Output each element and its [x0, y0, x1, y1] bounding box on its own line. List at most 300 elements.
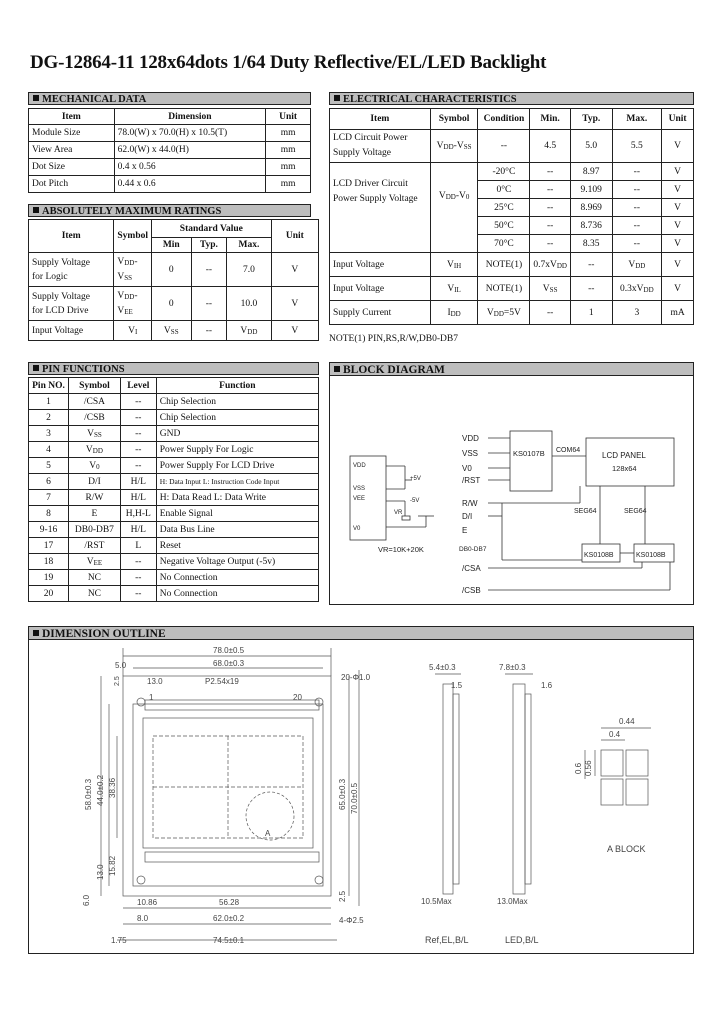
dim-label: 4-Φ2.5	[339, 916, 364, 925]
elec-cond: 0°C	[478, 181, 530, 199]
bullet-square-icon	[33, 365, 39, 371]
elec-item-line1: LCD Driver Circuit	[333, 179, 408, 189]
electrical-note: NOTE(1) PIN,RS,R/W,DB0-DB7	[329, 334, 458, 344]
elec-unit: mA	[662, 301, 694, 325]
elec-unit: V	[662, 277, 694, 301]
elec-cond-sub: DD	[493, 309, 504, 318]
elec-header-typ: Typ.	[570, 109, 612, 130]
chip-ks0108b-label-1: KS0108B	[584, 552, 614, 559]
side-view-1	[443, 684, 453, 894]
pin-function: Power Supply For LCD Drive	[156, 458, 318, 474]
vr-label: VR	[394, 510, 403, 516]
mech-header-unit: Unit	[266, 109, 311, 125]
pin-no: 1	[29, 394, 69, 410]
elec-max-sub: DD	[643, 285, 654, 294]
plus5v-label: +5V	[410, 476, 421, 482]
abs-item-line2: for LCD Drive	[32, 305, 89, 316]
pin-level: --	[120, 394, 156, 410]
mech-cell: mm	[266, 125, 311, 142]
dim-label: 1.6	[541, 681, 553, 690]
abs-unit: V	[271, 287, 318, 321]
abs-header-symbol: Symbol	[114, 220, 152, 253]
pin-symbol	[68, 474, 120, 490]
abs-min: V	[163, 325, 171, 336]
chip-ks0107b-label: KS0107B	[513, 449, 545, 458]
pin-level: --	[120, 586, 156, 602]
elec-max: 0.3xV	[620, 283, 644, 294]
pin-function: H: Data Read L: Data Write	[156, 490, 318, 506]
dim-label: 10.5Max	[421, 897, 452, 906]
dim-label: 0.44	[619, 717, 635, 726]
abs-symbol-sub: I	[134, 327, 138, 336]
pin-no: 20	[29, 586, 69, 602]
elec-min: V	[542, 283, 550, 294]
mech-cell: View Area	[29, 142, 115, 159]
lcd-panel-box	[586, 438, 674, 486]
elec-symbol: V	[446, 259, 454, 270]
dim-label: 2.5	[114, 676, 121, 686]
pin-row	[29, 490, 319, 506]
seg64-label-2: SEG64	[624, 508, 647, 515]
pin-function: Negative Voltage Output (-5v)	[156, 554, 318, 570]
pin-no: 17	[29, 538, 69, 554]
pin-no: 9-16	[29, 522, 69, 538]
elec-max: 3	[612, 301, 662, 325]
elec-max: --	[612, 235, 662, 253]
elec-symbol-mid: -V	[453, 141, 464, 151]
pin-symbol-text: D/I	[88, 476, 101, 487]
pin-no: 19	[29, 570, 69, 586]
block-diagram-frame	[329, 376, 694, 605]
elec-symbol-mid: -V	[455, 191, 466, 201]
block-pin-label: VDD	[462, 434, 479, 443]
dim-label: 44.0±0.2	[96, 774, 105, 806]
pin-row	[29, 426, 319, 442]
page-title: DG-12864-11 128x64dots 1/64 Duty Reflective/EL/LED Backlight	[30, 52, 547, 73]
mechanical-table	[28, 108, 311, 193]
block-diagram	[330, 376, 695, 605]
mech-cell: 78.0(W) x 70.0(H) x 10.5(T)	[114, 125, 266, 142]
elec-min-sub: SS	[549, 285, 558, 294]
pin-row	[29, 506, 319, 522]
pin-symbol-text: /CSB	[84, 412, 105, 423]
pin-no: 4	[29, 442, 69, 458]
dim-label: 20	[293, 693, 302, 702]
elec-min-sub: DD	[556, 261, 567, 270]
dim-label: 65.0±0.3	[338, 778, 347, 810]
elec-item-line2: Power Supply Voltage	[333, 194, 418, 204]
a-block-caption: A BLOCK	[607, 844, 646, 854]
elec-item-line1: LCD Circuit Power	[333, 133, 408, 143]
mech-cell: 0.44 x 0.6	[114, 176, 266, 193]
elec-cond: 70°C	[478, 235, 530, 253]
pin-symbol-text: NC	[87, 588, 102, 599]
pin-symbol-text: V	[89, 460, 97, 471]
elec-min: 0.7xV	[533, 259, 557, 270]
pin-function: Chip Selection	[156, 394, 318, 410]
elec-max: V	[628, 259, 636, 270]
vr-pin-vss: VSS	[353, 486, 366, 492]
pin-level: H,H-L	[120, 506, 156, 522]
pin-symbol	[68, 522, 120, 538]
chip-ks0108b-label-2: KS0108B	[636, 552, 666, 559]
pin-no: 2	[29, 410, 69, 426]
vr-value-label: VR=10K+20K	[378, 545, 424, 554]
block-pin-label: V0	[462, 464, 472, 473]
elec-item: Supply Current	[330, 301, 431, 325]
elec-unit: V	[662, 253, 694, 277]
elec-max: --	[612, 181, 662, 199]
dot-block	[601, 750, 623, 776]
elec-typ: --	[570, 253, 612, 277]
dim-label: 58.0±0.3	[84, 778, 93, 810]
dim-label: 5.4±0.3	[429, 663, 456, 672]
elec-unit: V	[662, 163, 694, 181]
pin-header-function: Function	[156, 378, 318, 394]
mech-header-item: Item	[29, 109, 115, 125]
mech-cell: Dot Size	[29, 159, 115, 176]
dim-label: P2.54x19	[205, 677, 239, 686]
abs-symbol: V	[117, 256, 125, 267]
block-pin-label: VSS	[462, 449, 479, 458]
elec-min: 4.5	[530, 130, 571, 163]
elec-typ: 8.97	[570, 163, 612, 181]
elec-symbol-sub: IH	[453, 261, 462, 270]
pin-symbol	[68, 490, 120, 506]
abs-header-standard: Standard Value	[152, 220, 272, 238]
pin-function: Chip Selection	[156, 410, 318, 426]
elec-max: --	[612, 217, 662, 235]
pin-level: --	[120, 410, 156, 426]
elec-cond: 50°C	[478, 217, 530, 235]
abs-min: 0	[152, 253, 192, 287]
block-pin-label: R/W	[462, 499, 478, 508]
pin-function: No Connection	[156, 586, 318, 602]
elec-item-line2: Supply Voltage	[333, 148, 391, 158]
block-pin-label: /CSB	[462, 586, 481, 595]
pin-level: L	[120, 538, 156, 554]
bullet-square-icon	[334, 95, 340, 101]
dim-label: 74.5±0.1	[213, 936, 245, 945]
pin-no: 6	[29, 474, 69, 490]
dim-label: 56.28	[219, 898, 240, 907]
elec-symbol-sub: 0	[465, 193, 470, 201]
mech-cell: Dot Pitch	[29, 176, 115, 193]
pin-function: GND	[156, 426, 318, 442]
dim-label: 13.0	[147, 677, 163, 686]
pin-function: No Connection	[156, 570, 318, 586]
pin-row	[29, 458, 319, 474]
elec-unit: V	[662, 199, 694, 217]
elec-header-item: Item	[330, 109, 431, 130]
dim-label: 2.5	[338, 890, 347, 902]
pin-symbol-text: V	[85, 444, 93, 455]
elec-symbol-sub: DD	[450, 309, 461, 318]
abs-unit: V	[271, 253, 318, 287]
pin-level: --	[120, 426, 156, 442]
abs-min: 0	[152, 287, 192, 321]
pin-symbol-text: E	[91, 508, 98, 519]
elec-cond: NOTE(1)	[478, 253, 530, 277]
mech-cell: Module Size	[29, 125, 115, 142]
lcd-panel-size-label: 128x64	[612, 464, 637, 473]
abs-item-line1: Supply Voltage	[32, 257, 90, 268]
dot-block	[626, 779, 648, 805]
dim-label: 70.0±0.5	[350, 782, 359, 814]
dimension-frame	[28, 640, 694, 954]
pins-heading: PIN FUNCTIONS	[28, 362, 319, 375]
elec-min: --	[530, 199, 571, 217]
abs-item-line1: Supply Voltage	[32, 291, 90, 302]
elec-typ: --	[570, 277, 612, 301]
dim-label: 0.4	[609, 730, 621, 739]
abs-symbol: V	[117, 290, 125, 301]
pin-no: 8	[29, 506, 69, 522]
absolute-table	[28, 219, 319, 341]
elec-cond: -20°C	[478, 163, 530, 181]
pin-symbol	[68, 586, 120, 602]
pin-level: H/L	[120, 490, 156, 506]
elec-symbol: I	[447, 307, 451, 318]
electrical-heading: ELECTRICAL CHARACTERISTICS	[329, 92, 694, 105]
pin-symbol-sub: DD	[92, 446, 103, 455]
pin-symbol-text: /CSA	[83, 396, 105, 407]
abs-symbol-sub: SS	[124, 273, 133, 282]
pin-symbol	[68, 554, 120, 570]
elec-cond: 25°C	[478, 199, 530, 217]
bullet-square-icon	[33, 630, 39, 636]
pin-row	[29, 442, 319, 458]
dim-label: 1.75	[111, 936, 127, 945]
mount-hole	[137, 698, 145, 706]
elec-item: Input Voltage	[330, 253, 431, 277]
elec-min: --	[530, 181, 571, 199]
pin-symbol	[68, 458, 120, 474]
pin-symbol	[68, 538, 120, 554]
block-diagram-labels	[353, 434, 666, 595]
elec-cond: --	[478, 130, 530, 163]
pin-symbol-text: V	[87, 428, 94, 439]
abs-symbol-suffix: -	[134, 256, 138, 267]
elec-header-symbol: Symbol	[430, 109, 478, 130]
pin-row	[29, 570, 319, 586]
elec-max: --	[612, 163, 662, 181]
pin-symbol-text: /RST	[84, 540, 105, 551]
elec-max: 5.5	[612, 130, 662, 163]
elec-symbol: V	[436, 141, 444, 151]
side-caption: LED,B/L	[505, 935, 539, 945]
pin-symbol-sub: EE	[93, 558, 103, 567]
pin-symbol-text: V	[86, 556, 94, 567]
elec-symbol-sub: DD	[443, 143, 454, 151]
pin-level: H/L	[120, 522, 156, 538]
pin-symbol	[68, 570, 120, 586]
side-caption: Ref,EL,B/L	[425, 935, 469, 945]
pin-symbol	[68, 410, 120, 426]
elec-header-condition: Condition	[478, 109, 530, 130]
dot-block	[601, 779, 623, 805]
dim-label: 62.0±0.2	[213, 914, 245, 923]
elec-header-max: Max.	[612, 109, 662, 130]
abs-min-sub: SS	[170, 327, 179, 336]
dim-label: 7.8±0.3	[499, 663, 526, 672]
pin-symbol	[68, 506, 120, 522]
elec-header-min: Min.	[530, 109, 571, 130]
com64-label: COM64	[556, 447, 581, 454]
dimension-heading: DIMENSION OUTLINE	[28, 626, 694, 640]
ks0107b-box	[510, 431, 552, 491]
elec-symbol-sub: SS	[463, 143, 472, 151]
minus5v-label: -5V	[410, 498, 420, 504]
abs-symbol-sub: EE	[124, 307, 133, 316]
absolute-heading: ABSOLUTELY MAXIMUM RATINGS	[28, 204, 311, 217]
dim-label: 13.0	[96, 864, 105, 880]
lcd-panel-label: LCD PANEL	[602, 451, 646, 460]
pin-symbol	[68, 426, 120, 442]
pin-no: 5	[29, 458, 69, 474]
block-pin-label: DB0-DB7	[459, 546, 487, 553]
block-heading: BLOCK DIAGRAM	[329, 362, 694, 376]
pin-row	[29, 586, 319, 602]
pin-header-level: Level	[120, 378, 156, 394]
block-pin-label: /CSA	[462, 564, 481, 573]
dim-label: 10.86	[137, 898, 158, 907]
vr-pin-vee: VEE	[353, 496, 366, 502]
dim-label: 0.6	[574, 762, 583, 774]
bezel-outline	[133, 704, 323, 886]
elec-symbol-sub: IL	[454, 285, 461, 294]
elec-symbol: V	[447, 283, 455, 294]
abs-typ: --	[191, 287, 227, 321]
elec-min: --	[530, 301, 571, 325]
dim-label: 78.0±0.5	[213, 646, 245, 655]
abs-header-unit: Unit	[271, 220, 318, 253]
abs-typ: --	[191, 253, 227, 287]
dim-label: A	[265, 829, 271, 838]
elec-unit: V	[662, 235, 694, 253]
electrical-table	[329, 108, 694, 325]
dim-label: 20-Φ1.0	[341, 673, 371, 682]
pin-symbol-text: DB0-DB7	[74, 524, 114, 535]
mech-cell: 62.0(W) x 44.0(H)	[114, 142, 266, 159]
pin-no: 7	[29, 490, 69, 506]
pins-table	[28, 377, 319, 602]
dim-label: 6.0	[82, 894, 91, 906]
elec-unit: V	[662, 217, 694, 235]
elec-typ: 1	[570, 301, 612, 325]
elec-item: Input Voltage	[330, 277, 431, 301]
elec-typ: 5.0	[570, 130, 612, 163]
dim-label: 38.36	[108, 777, 117, 798]
pin-function: H: Data Input L: Instruction Code Input	[156, 474, 318, 490]
dim-label: 1.5	[451, 681, 463, 690]
mech-header-dimension: Dimension	[114, 109, 266, 125]
pin-symbol-text: R/W	[85, 492, 104, 503]
elec-typ: 8.736	[570, 217, 612, 235]
pin-symbol	[68, 394, 120, 410]
pin-symbol-text: NC	[87, 572, 102, 583]
vr-pin-v0: V0	[353, 526, 361, 532]
pin-function: Power Supply For Logic	[156, 442, 318, 458]
pin-row	[29, 538, 319, 554]
pin-symbol-sub: 0	[96, 462, 100, 471]
mount-hole	[315, 876, 323, 884]
pin-level: H/L	[120, 474, 156, 490]
abs-symbol: V	[117, 305, 125, 316]
pin-symbol	[68, 442, 120, 458]
pin-no: 3	[29, 426, 69, 442]
pin-header-no: Pin NO.	[29, 378, 69, 394]
dimension-drawing	[29, 640, 695, 954]
abs-max: 10.0	[227, 287, 271, 321]
dim-label: 13.0Max	[497, 897, 528, 906]
elec-unit: V	[662, 181, 694, 199]
mech-cell: mm	[266, 142, 311, 159]
abs-header-item: Item	[29, 220, 114, 253]
abs-item-line1: Input Voltage	[29, 321, 114, 341]
bullet-square-icon	[33, 95, 39, 101]
mechanical-heading: MECHANICAL DATA	[28, 92, 311, 105]
dimension-labels	[82, 646, 646, 945]
side-view-2	[513, 684, 525, 894]
pin-symbol-sub: SS	[93, 430, 102, 439]
mount-hole	[137, 876, 145, 884]
abs-typ: --	[191, 321, 227, 341]
mech-cell: 0.4 x 0.56	[114, 159, 266, 176]
abs-item-line2: for Logic	[32, 271, 68, 282]
abs-symbol-suffix: -	[134, 290, 138, 301]
bullet-square-icon	[33, 207, 39, 213]
abs-symbol: V	[117, 271, 125, 282]
elec-typ: 8.35	[570, 235, 612, 253]
seg64-label-1: SEG64	[574, 508, 597, 515]
elec-cond: V	[486, 307, 494, 318]
pin-function: Reset	[156, 538, 318, 554]
elec-cond: NOTE(1)	[478, 277, 530, 301]
pin-function: Enable Signal	[156, 506, 318, 522]
vr-pin-vdd: VDD	[353, 463, 366, 469]
abs-max: 7.0	[227, 253, 271, 287]
abs-header-max: Max.	[227, 238, 271, 253]
dim-label: 8.0	[137, 914, 149, 923]
pin-header-symbol: Symbol	[68, 378, 120, 394]
abs-symbol-sub: DD	[124, 258, 135, 267]
elec-max-sub: DD	[635, 261, 646, 270]
dim-label: 0.56	[584, 760, 593, 776]
mech-cell: mm	[266, 176, 311, 193]
block-pin-label: D/I	[462, 512, 473, 521]
elec-typ: 9.109	[570, 181, 612, 199]
pin-row	[29, 474, 319, 490]
pcb-outline	[123, 676, 331, 896]
abs-unit: V	[271, 321, 318, 341]
pin-level: --	[120, 554, 156, 570]
bullet-square-icon	[334, 366, 340, 372]
pin-row	[29, 410, 319, 426]
dot-block	[626, 750, 648, 776]
pin-no: 18	[29, 554, 69, 570]
abs-symbol: V	[128, 325, 135, 336]
elec-symbol-sub: DD	[445, 193, 456, 201]
abs-header-min: Min	[152, 238, 192, 253]
dim-label: 15.82	[108, 855, 117, 876]
elec-min: --	[530, 235, 571, 253]
abs-header-typ: Typ.	[191, 238, 227, 253]
elec-typ: 8.969	[570, 199, 612, 217]
elec-min: --	[530, 217, 571, 235]
pin-level: --	[120, 442, 156, 458]
elec-header-unit: Unit	[662, 109, 694, 130]
